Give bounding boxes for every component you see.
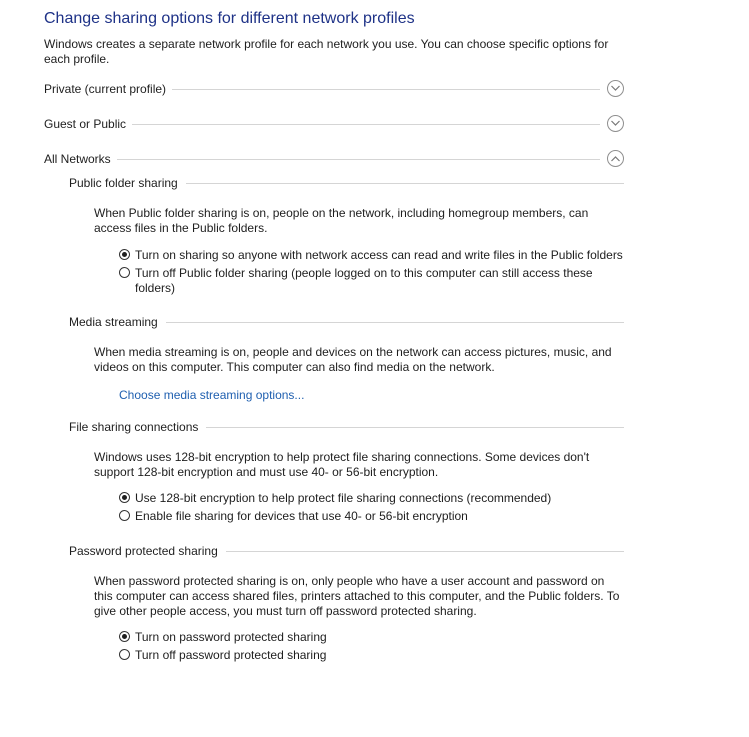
password-sharing-description: When password protected sharing is on, only people who have a user account and password on this computer can access shared files, printers attached to this computer, and the Public folders. To give other people access, you must turn off password protected sharing.: [94, 574, 620, 618]
section-public-folder: [69, 176, 624, 192]
profile-guest-label: Guest or Public: [44, 117, 132, 131]
option-label: Turn on password protected sharing: [135, 630, 327, 644]
expand-chevron-private[interactable]: [607, 80, 624, 97]
expand-chevron-guest[interactable]: [607, 115, 624, 132]
encryption-128-option[interactable]: [119, 491, 629, 506]
radio-public-folder-on[interactable]: [119, 249, 130, 260]
media-streaming-description: When media streaming is on, people and devices on the network can access pictures, music, and videos on this computer. This computer can also find media on the network.: [94, 345, 612, 374]
media-streaming-options-link[interactable]: Choose media streaming options...: [119, 388, 305, 402]
radio-password-off[interactable]: [119, 649, 130, 660]
profile-guest-row[interactable]: [44, 115, 624, 135]
section-heading: Password protected sharing: [69, 544, 226, 558]
option-label: Enable file sharing for devices that use 40- or 56-bit encryption: [135, 509, 468, 523]
profile-all-networks-row[interactable]: [44, 150, 624, 170]
radio-encryption-40-56[interactable]: [119, 510, 130, 521]
section-heading: File sharing connections: [69, 420, 206, 434]
page-title: Change sharing options for different network profiles: [44, 10, 415, 27]
option-label: Use 128-bit encryption to help protect file sharing connections (recommended): [135, 491, 552, 505]
public-folder-description: When Public folder sharing is on, people on the network, including homegroup members, can access files in the Public folders.: [94, 206, 589, 235]
divider-line: [44, 159, 600, 160]
password-on-option[interactable]: [119, 630, 629, 645]
radio-public-folder-off[interactable]: [119, 267, 130, 278]
profile-private-row[interactable]: [44, 80, 624, 100]
radio-encryption-128[interactable]: [119, 492, 130, 503]
option-label: Turn on sharing so anyone with network access can read and write files in the Public folders: [135, 248, 623, 262]
encryption-40-56-option[interactable]: [119, 509, 629, 524]
option-label: Turn off password protected sharing: [135, 648, 327, 662]
collapse-chevron-all-networks[interactable]: [607, 150, 624, 167]
section-file-sharing: [69, 420, 624, 436]
chevron-down-icon: [611, 85, 620, 92]
file-sharing-description: Windows uses 128-bit encryption to help protect file sharing connections. Some devices don't support 128-bit encryption and must use 40- or 56-bit encryption.: [94, 450, 590, 479]
chevron-up-icon: [611, 155, 620, 162]
radio-password-on[interactable]: [119, 631, 130, 642]
section-heading: Media streaming: [69, 315, 166, 329]
public-folder-on-option[interactable]: [119, 248, 629, 263]
public-folder-off-option[interactable]: [119, 266, 629, 296]
chevron-down-icon: [611, 120, 620, 127]
page-description: Windows creates a separate network profile for each network you use. You can choose specific options for each profile.: [44, 37, 609, 66]
profile-all-networks-label: All Networks: [44, 152, 117, 166]
password-off-option[interactable]: [119, 648, 629, 663]
profile-private-label: Private (current profile): [44, 82, 172, 96]
section-password-sharing: [69, 544, 624, 560]
section-media-streaming: [69, 315, 624, 331]
option-label: Turn off Public folder sharing (people logged on to this computer can still access these folders): [135, 266, 593, 295]
section-heading: Public folder sharing: [69, 176, 186, 190]
